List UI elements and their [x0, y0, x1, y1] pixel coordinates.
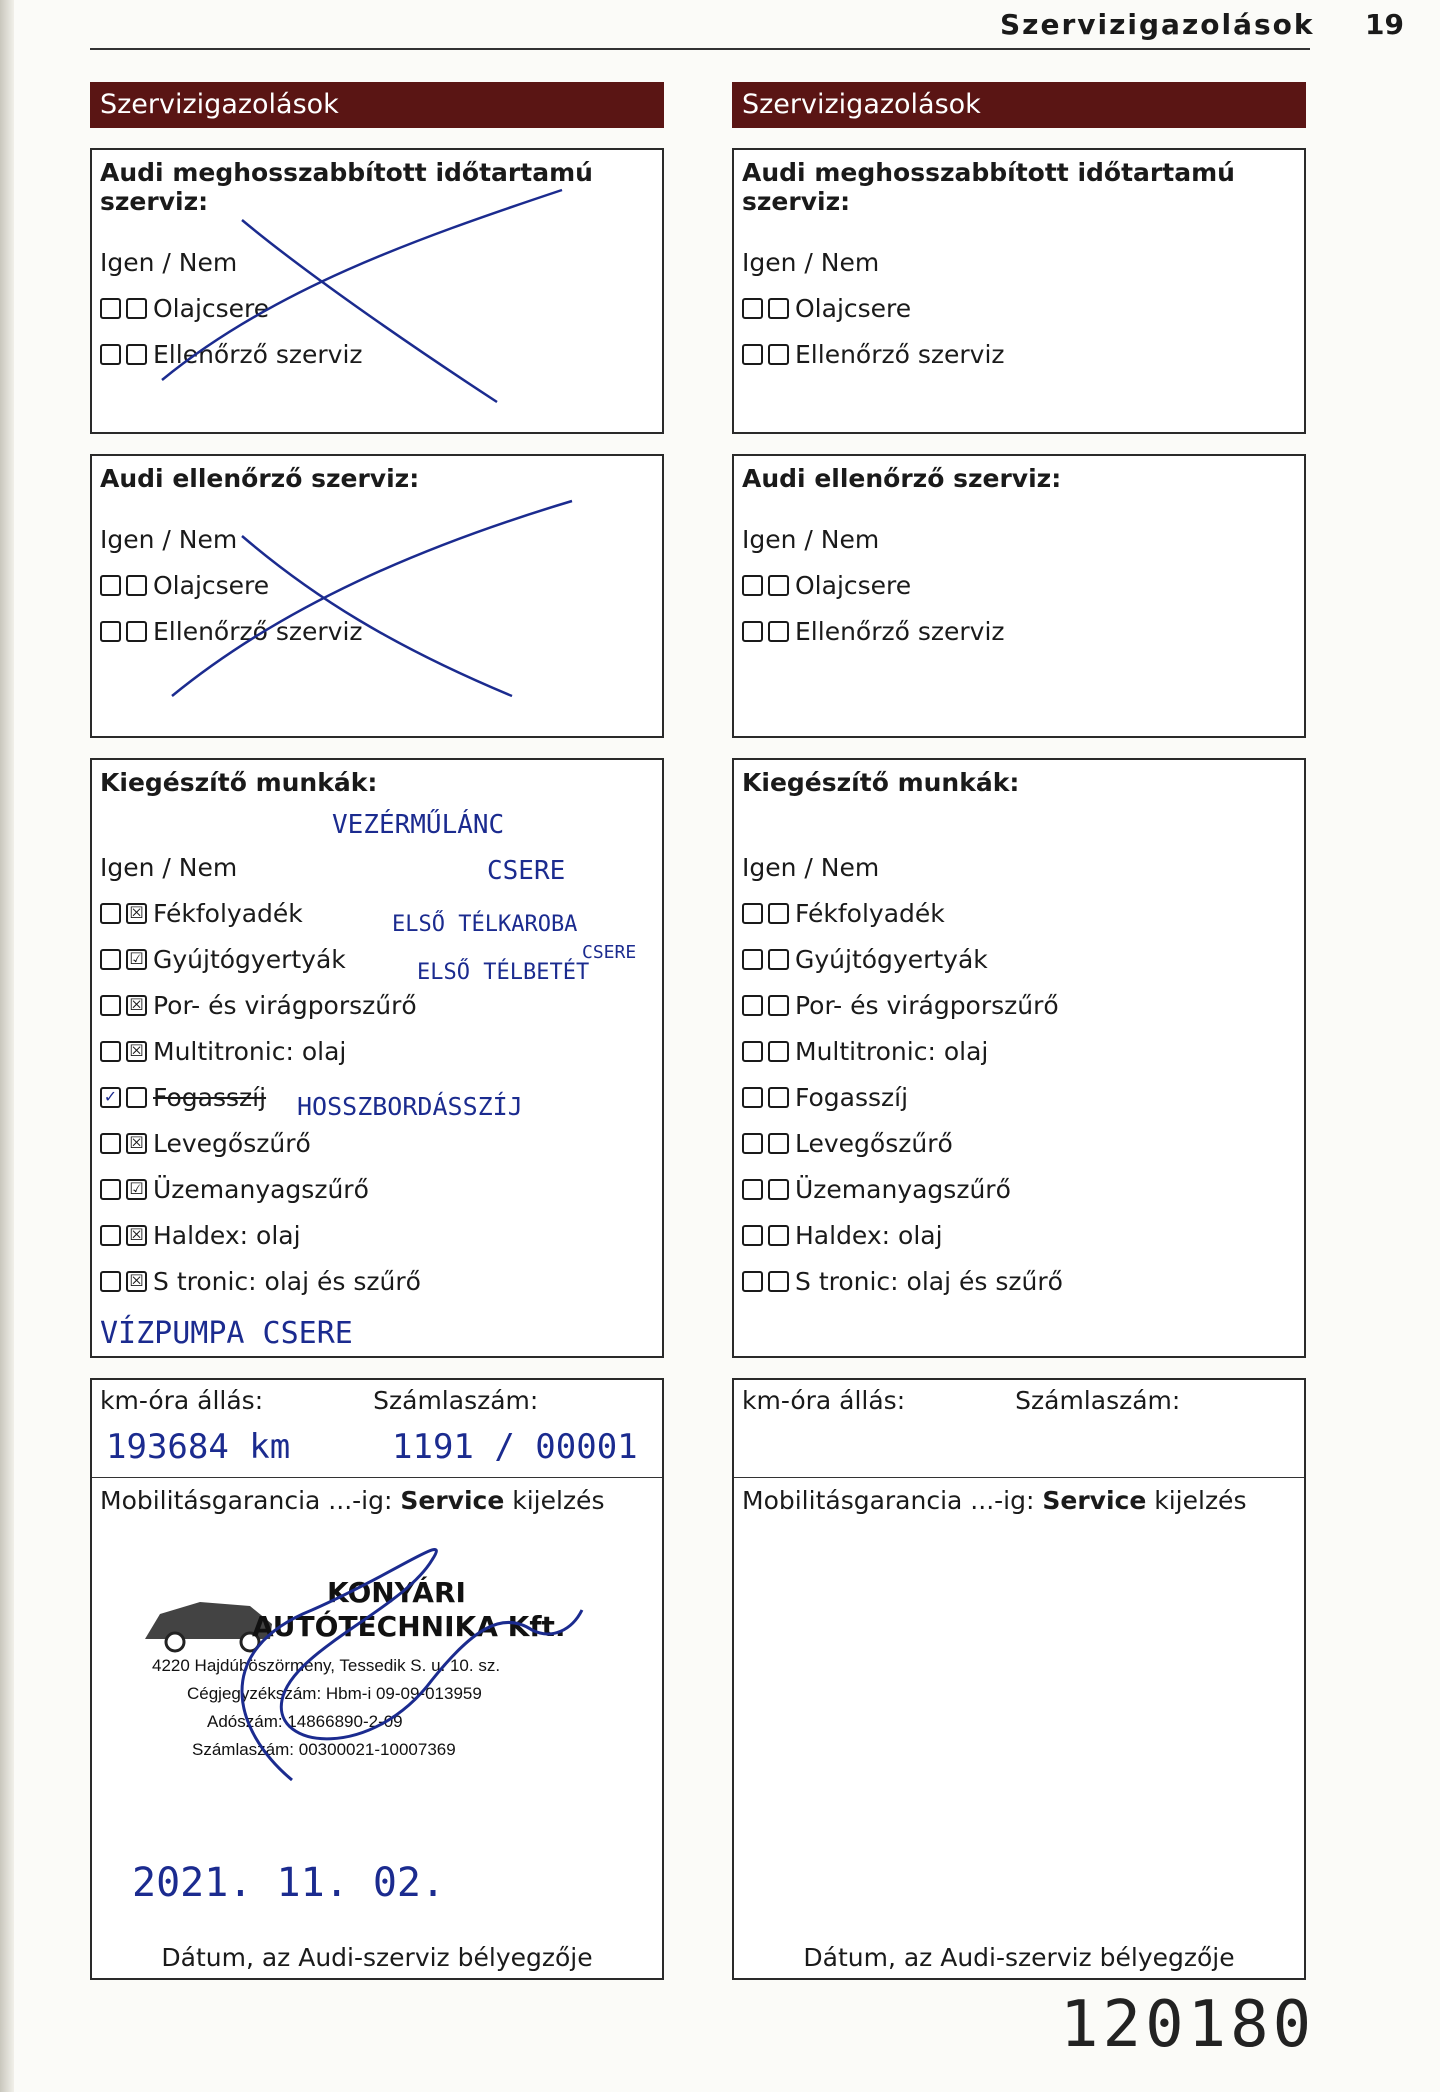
work-item-label: Fékfolyadék	[795, 899, 945, 928]
checkbox-no[interactable]: ☒	[126, 1041, 147, 1062]
mobility-prefix: Mobilitásgarancia ...-ig:	[742, 1486, 1043, 1515]
checkbox-yes[interactable]	[742, 1087, 763, 1108]
work-item-row	[734, 937, 1304, 983]
checkbox-yes[interactable]	[742, 298, 763, 319]
work-item-row	[734, 983, 1304, 1029]
page-header-title: Szervizigazolások	[1000, 8, 1315, 41]
option-label: Ellenőrző szerviz	[795, 617, 1005, 646]
checkbox-yes[interactable]	[742, 949, 763, 970]
option-row	[734, 286, 1304, 332]
inspection-service-box	[90, 454, 664, 738]
handwritten-note: VEZÉRMŰLÁNC	[332, 810, 505, 840]
option-label: Ellenőrző szerviz	[795, 340, 1005, 369]
work-item-row	[734, 891, 1304, 937]
work-item-label: S tronic: olaj és szűrő	[795, 1267, 1063, 1296]
mobility-suffix: kijelzés	[504, 1486, 605, 1515]
page-number: 19	[1365, 8, 1404, 41]
option-label: Olajcsere	[795, 294, 912, 323]
work-item-row	[92, 1121, 662, 1167]
work-item-row	[734, 1121, 1304, 1167]
additional-work-box	[732, 758, 1306, 1358]
checkbox-yes[interactable]	[100, 1041, 121, 1062]
work-item-label: Levegőszűrő	[795, 1129, 953, 1158]
checkbox-no[interactable]: ☑	[126, 949, 147, 970]
work-item-label: Gyújtógyertyák	[795, 945, 988, 974]
handwritten-note: ELSŐ TÉLBETÉT	[417, 960, 590, 985]
work-item-label: Por- és virágporszűrő	[153, 991, 417, 1020]
inspection-service-box	[732, 454, 1306, 738]
checkbox-yes[interactable]	[100, 995, 121, 1016]
checkbox-no[interactable]	[768, 1179, 789, 1200]
box-title: Audi meghosszabbított időtartamú szerviz:	[100, 158, 593, 216]
checkbox-no[interactable]	[126, 1087, 147, 1108]
checkbox-yes[interactable]	[100, 1179, 121, 1200]
km-label: km-óra állás:	[742, 1386, 906, 1415]
mobility-bold: Service	[400, 1486, 505, 1515]
checkbox-no[interactable]	[126, 621, 147, 642]
km-row	[734, 1380, 1304, 1421]
checkbox-yes[interactable]	[742, 1133, 763, 1154]
option-label: Olajcsere	[795, 571, 912, 600]
page-edge	[0, 0, 14, 2092]
checkbox-yes[interactable]	[742, 1041, 763, 1062]
work-item-label: S tronic: olaj és szűrő	[153, 1267, 421, 1296]
yes-no-label: Igen / Nem	[742, 853, 880, 882]
km-signature-box	[90, 1378, 664, 1980]
checkbox-no[interactable]	[768, 621, 789, 642]
checkbox-no[interactable]: ☒	[126, 1271, 147, 1292]
checkbox-no[interactable]: ☑	[126, 1179, 147, 1200]
yes-no-label: Igen / Nem	[100, 525, 238, 554]
checkbox-no[interactable]	[126, 575, 147, 596]
km-signature-box	[732, 1378, 1306, 1980]
handwritten-note: VÍZPUMPA CSERE	[100, 1316, 353, 1351]
checkbox-no[interactable]	[126, 298, 147, 319]
checkbox-no[interactable]	[126, 344, 147, 365]
work-item-label: Gyújtógyertyák	[153, 945, 346, 974]
checkbox-yes[interactable]	[100, 621, 121, 642]
box-title: Kiegészítő munkák:	[100, 768, 378, 797]
extended-service-box	[732, 148, 1306, 434]
work-item-row	[92, 1259, 662, 1305]
invoice-label: Számlaszám:	[373, 1386, 539, 1415]
checkbox-yes[interactable]	[742, 1271, 763, 1292]
checkbox-yes[interactable]	[100, 575, 121, 596]
checkbox-yes[interactable]: ✓	[100, 1087, 121, 1108]
stamp-line: AUTÓTECHNIKA Kft.	[252, 1610, 566, 1643]
work-item-row	[92, 1213, 662, 1259]
checkbox-yes[interactable]	[742, 344, 763, 365]
box-title: Audi meghosszabbított időtartamú szerviz:	[742, 158, 1235, 216]
mobility-prefix: Mobilitásgarancia ...-ig:	[100, 1486, 401, 1515]
handwritten-km: 193684 km	[106, 1427, 291, 1467]
work-item-label: Levegőszűrő	[153, 1129, 311, 1158]
checkbox-yes[interactable]	[100, 1225, 121, 1246]
work-item-row	[734, 1029, 1304, 1075]
handwritten-note: CSERE	[582, 942, 637, 963]
work-item-label: Fékfolyadék	[153, 899, 303, 928]
handwritten-date: 2021. 11. 02.	[132, 1860, 446, 1906]
dealer-stamp	[92, 1570, 662, 1900]
handwritten-invoice: 1191 / 00001	[392, 1427, 638, 1467]
date-stamp-label: Dátum, az Audi-szerviz bélyegzője	[161, 1943, 593, 1972]
additional-work-box	[90, 758, 664, 1358]
checkbox-yes[interactable]	[742, 995, 763, 1016]
checkbox-yes[interactable]	[742, 575, 763, 596]
work-item-label: Haldex: olaj	[153, 1221, 301, 1250]
box-title: Audi ellenőrző szerviz:	[100, 464, 420, 493]
invoice-label: Számlaszám:	[1015, 1386, 1181, 1415]
work-item-row	[734, 1213, 1304, 1259]
checkbox-no[interactable]	[768, 995, 789, 1016]
km-values	[92, 1421, 662, 1478]
option-label: Ellenőrző szerviz	[153, 617, 363, 646]
box-title: Audi ellenőrző szerviz:	[742, 464, 1062, 493]
km-values	[734, 1421, 1304, 1478]
mobility-guarantee	[92, 1478, 662, 1523]
option-row	[734, 609, 1304, 655]
yes-no-label: Igen / Nem	[100, 853, 238, 882]
yes-no-label: Igen / Nem	[100, 248, 238, 277]
km-label: km-óra állás:	[100, 1386, 264, 1415]
handwritten-note: ELSŐ TÉLKAROBA	[392, 912, 578, 937]
checkbox-yes[interactable]	[100, 949, 121, 970]
km-row	[92, 1380, 662, 1421]
box-title: Kiegészítő munkák:	[742, 768, 1020, 797]
signature	[172, 1530, 592, 1800]
checkbox-yes[interactable]	[100, 298, 121, 319]
checkbox-no[interactable]	[768, 1225, 789, 1246]
checkbox-no[interactable]	[768, 298, 789, 319]
stamp-line: Cégjegyzékszám: Hbm-i 09-09-013959	[187, 1684, 482, 1703]
work-item-label: Por- és virágporszűrő	[795, 991, 1059, 1020]
checkbox-yes[interactable]	[742, 1225, 763, 1246]
checkbox-yes[interactable]	[100, 344, 121, 365]
checkbox-no[interactable]: ☒	[126, 995, 147, 1016]
work-item-label: Multitronic: olaj	[153, 1037, 347, 1066]
work-item-row	[92, 1029, 662, 1075]
work-item-label: Multitronic: olaj	[795, 1037, 989, 1066]
work-item-label: Fogasszíj	[795, 1083, 909, 1112]
yes-no-label: Igen / Nem	[742, 525, 880, 554]
handwritten-note: HOSSZBORDÁSSZÍJ	[297, 1092, 523, 1121]
mobility-bold: Service	[1042, 1486, 1147, 1515]
section-bar: Szervizigazolások	[90, 82, 664, 128]
checkbox-no[interactable]	[768, 903, 789, 924]
checkbox-yes[interactable]	[100, 1133, 121, 1154]
right-column	[732, 82, 1306, 1980]
date-stamp-label: Dátum, az Audi-szerviz bélyegzője	[803, 1943, 1235, 1972]
stamp-line: KONYÁRI	[327, 1576, 466, 1609]
checkbox-yes[interactable]	[742, 621, 763, 642]
stamp-line: Adószám: 14866890-2-09	[207, 1712, 403, 1731]
cross-out-mark	[152, 180, 572, 410]
checkbox-no[interactable]	[768, 1087, 789, 1108]
header-rule	[90, 48, 1310, 50]
checkbox-yes[interactable]	[100, 1271, 121, 1292]
checkbox-no[interactable]	[768, 1133, 789, 1154]
checkbox-yes[interactable]	[742, 1179, 763, 1200]
checkbox-no[interactable]	[768, 344, 789, 365]
work-item-label: Fogasszíj	[153, 1083, 267, 1112]
work-item-row	[734, 1167, 1304, 1213]
option-row	[734, 563, 1304, 609]
mobility-guarantee	[734, 1478, 1304, 1523]
section-bar: Szervizigazolások	[732, 82, 1306, 128]
checkbox-no[interactable]	[768, 1271, 789, 1292]
work-item-row	[734, 1075, 1304, 1121]
work-item-row	[92, 983, 662, 1029]
work-item-row	[734, 1259, 1304, 1305]
option-label: Olajcsere	[153, 294, 270, 323]
work-item-label: Üzemanyagszűrő	[153, 1175, 369, 1204]
mobility-suffix: kijelzés	[1146, 1486, 1247, 1515]
checkbox-yes[interactable]	[100, 903, 121, 924]
option-label: Ellenőrző szerviz	[153, 340, 363, 369]
checkbox-no[interactable]	[768, 1041, 789, 1062]
work-item-label: Üzemanyagszűrő	[795, 1175, 1011, 1204]
cross-out-mark	[162, 496, 582, 726]
stamp-line: 4220 Hajdúböszörmény, Tessedik S. u. 10. sz.	[152, 1656, 501, 1675]
checkbox-no[interactable]: ☒	[126, 1133, 147, 1154]
handwritten-note: CSERE	[487, 856, 566, 886]
option-label: Olajcsere	[153, 571, 270, 600]
work-item-label: Haldex: olaj	[795, 1221, 943, 1250]
extended-service-box	[90, 148, 664, 434]
checkbox-no[interactable]: ☒	[126, 1225, 147, 1246]
bottom-page-number: 120180	[1060, 1988, 1316, 2062]
checkbox-yes[interactable]	[742, 903, 763, 924]
work-item-row	[92, 1167, 662, 1213]
checkbox-no[interactable]	[768, 575, 789, 596]
checkbox-no[interactable]	[768, 949, 789, 970]
left-column	[90, 82, 664, 1980]
option-row	[734, 332, 1304, 378]
yes-no-label: Igen / Nem	[742, 248, 880, 277]
checkbox-no[interactable]: ☒	[126, 903, 147, 924]
stamp-line: Számlaszám: 00300021-10007369	[192, 1740, 456, 1759]
